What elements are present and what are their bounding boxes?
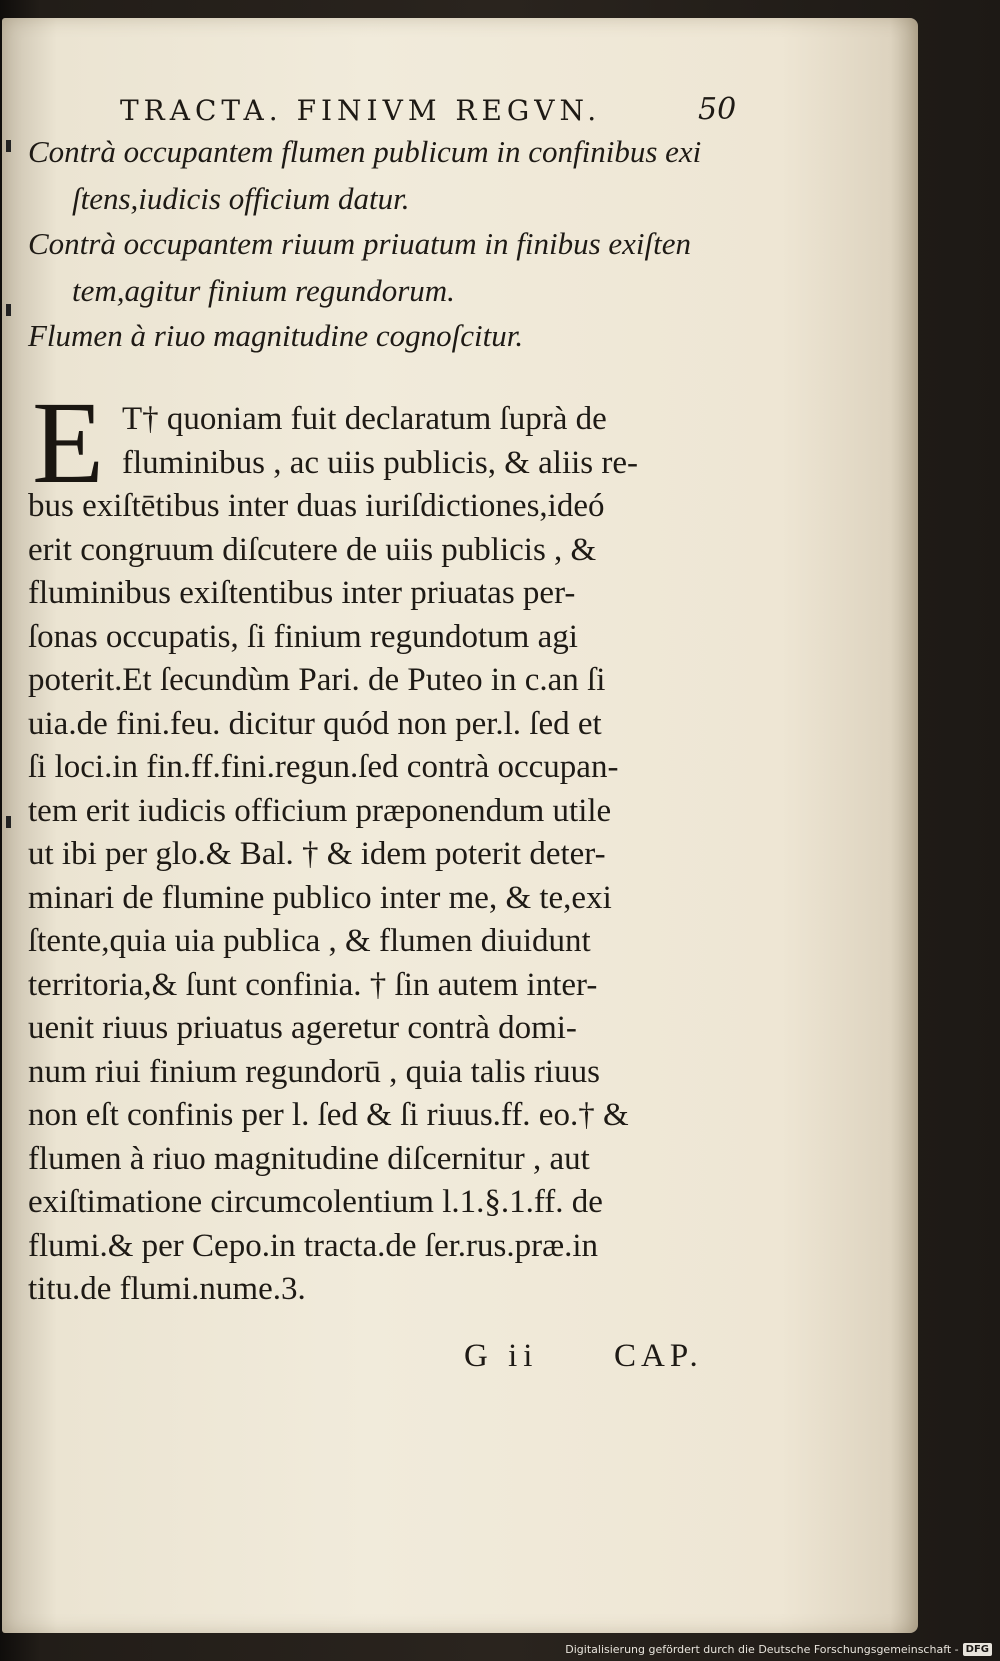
summary-note-1 [28,128,758,222]
dfg-logo: DFG [963,1643,992,1656]
body-line: ſonas occupatis, ſi finium regundotum agi [28,618,578,655]
body-line: num riui finium regundorū , quia talis riuus [28,1053,600,1090]
footer-text: Digitalisierung gefördert durch die Deutsche Forschungsgemeinschaft - [565,1642,959,1656]
body-line: minari de flumine publico inter me, & te,exi [28,879,612,916]
body-line: T† quoniam fuit declaratum ſuprà de [122,401,607,437]
body-line: non eſt confinis per l. ſed & ſi riuus.ff. eo.† & [28,1097,629,1133]
body-line: titu.de flumi.nume.3. [28,1271,306,1307]
folio-number: 50 [698,92,737,127]
drop-initial: E [32,377,105,508]
catchword: CAP. [614,1338,703,1374]
summary-line: ſtens,iudicis officium datur. [72,181,410,216]
body-line: ut ibi per glo.& Bal. † & idem poterit deter- [28,836,606,872]
margin-mark [6,304,11,316]
footer-credit [565,1639,992,1659]
book-page [2,18,918,1633]
body-line: fluminibus , ac uiis publicis, & aliis re- [122,444,639,481]
margin-mark [6,140,11,152]
summary-line: Flumen à riuo magnitudine cognoſcitur. [28,318,524,353]
body-line: poterit.Et ſecundùm Pari. de Puteo in c.an ſi [28,662,606,698]
body-line: exiſtimatione circumcolentium l.1.§.1.ff. de [28,1184,603,1220]
body-line: territoria,& ſunt confinia. † ſin autem inter- [28,966,598,1003]
summary-line: tem,agitur finium regundorum. [72,273,455,308]
body-line: ſi loci.in fin.ff.fini.regun.ſed contrà occupan- [28,749,619,785]
summary-note-3 [28,312,758,359]
body-text [28,398,748,1312]
signature-mark: G ii [464,1338,539,1374]
summary-line: Contrà occupantem flumen publicum in confinibus exi [28,134,702,169]
body-line: ſtente,quia uia publica , & flumen diuidunt [28,923,591,959]
summary-note-2 [28,220,758,314]
body-line: tem erit iudicis officium præponendum utile [28,792,612,829]
body-line: flumen à riuo magnitudine diſcernitur , aut [28,1140,590,1177]
body-line: fluminibus exiſtentibus inter priuatas per- [28,575,576,611]
summary-line: Contrà occupantem riuum priuatum in finibus exiſten [28,226,692,261]
running-head: TRACTA. FINIVM REGVN. [120,94,602,127]
body-line: uenit riuus priuatus ageretur contrà domi- [28,1010,577,1046]
margin-mark [6,816,11,828]
body-line: bus exiſtētibus inter duas iuriſdictiones,ideó [28,488,605,524]
body-line: flumi.& per Cepo.in tracta.de ſer.rus.præ.in [28,1227,599,1264]
body-line: uia.de fini.feu. dicitur quód non per.l. ſed et [28,705,602,742]
body-line: erit congruum diſcutere de uiis publicis , & [28,531,597,568]
